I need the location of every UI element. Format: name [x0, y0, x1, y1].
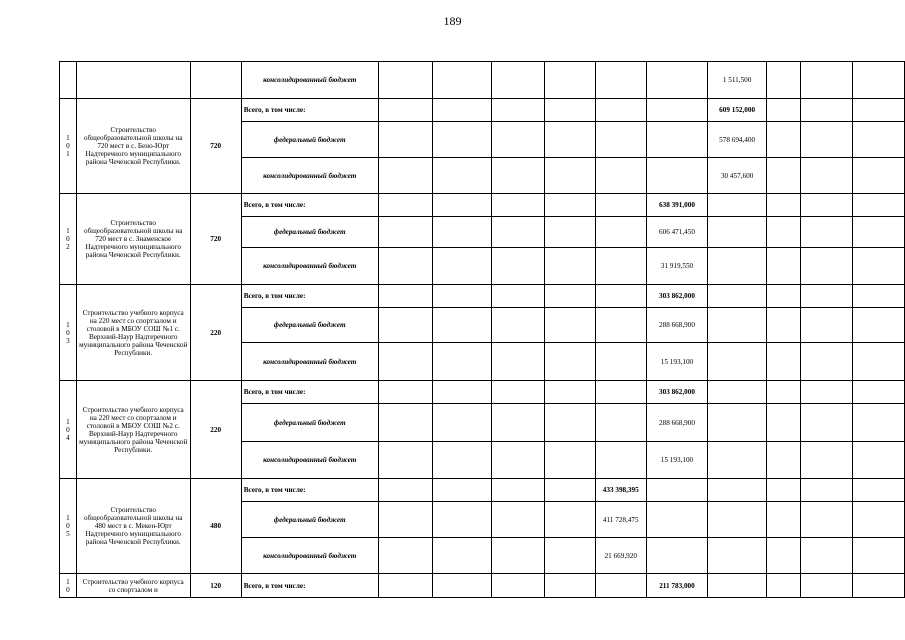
- value-cell: [708, 538, 767, 574]
- value-cell: [646, 158, 707, 194]
- row-label: Всего, в том числе:: [241, 99, 378, 122]
- table-cell: [801, 62, 853, 99]
- value-cell: [646, 122, 707, 158]
- value-cell: [708, 479, 767, 502]
- table-row: [60, 194, 905, 217]
- object-name: Строительство учебного корпуса на 220 мест со спортзалом и столовой в МБОУ СОШ №1 с. Верхний-Наур Надтеречного муниципального района Чеченской Республики.: [76, 285, 190, 381]
- value-cell: 211 783,000: [646, 574, 707, 598]
- table-cell: [432, 99, 492, 122]
- table-cell: [853, 308, 905, 343]
- table-cell: [853, 343, 905, 381]
- value-cell: 578 694,400: [708, 122, 767, 158]
- row-label: Всего, в том числе:: [241, 479, 378, 502]
- table-cell: [492, 308, 545, 343]
- page-number: 189: [443, 14, 462, 28]
- table-cell: [432, 248, 492, 285]
- table-cell: [767, 479, 801, 502]
- table-row: [60, 62, 905, 99]
- table-cell: [767, 502, 801, 538]
- table-row: [60, 479, 905, 502]
- table-cell: [853, 574, 905, 598]
- object-name: Строительство общеобразовательной школы на 720 мест в с. Бено-Юрт Надтеречного муниципального района Чеченской Республики.: [76, 99, 190, 194]
- value-cell: 303 862,000: [646, 381, 707, 404]
- table-cell: [801, 194, 853, 217]
- table-cell: [378, 308, 432, 343]
- table-cell: [432, 122, 492, 158]
- value-cell: [708, 381, 767, 404]
- value-cell: [544, 442, 595, 479]
- table-cell: [432, 62, 492, 99]
- value-cell: [595, 404, 646, 442]
- capacity-cell: 120: [190, 574, 241, 598]
- table-cell: [595, 62, 646, 99]
- value-cell: [708, 502, 767, 538]
- value-cell: [646, 538, 707, 574]
- value-cell: [595, 285, 646, 308]
- table-row: [60, 99, 905, 122]
- table-cell: [853, 248, 905, 285]
- object-name: Строительство общеобразовательной школы на 480 мест в с. Мекен-Юрт Надтеречного муниципального района Чеченской Республики.: [76, 479, 190, 574]
- table-cell: [432, 574, 492, 598]
- table-cell: [492, 381, 545, 404]
- value-cell: [544, 479, 595, 502]
- value-cell: [544, 404, 595, 442]
- table-cell: [801, 574, 853, 598]
- table-cell: [767, 194, 801, 217]
- table-cell: [492, 538, 545, 574]
- table-cell: [432, 381, 492, 404]
- value-cell: [708, 248, 767, 285]
- row-label: консолидированный бюджет: [241, 62, 378, 99]
- value-cell: [544, 343, 595, 381]
- value-cell: [708, 442, 767, 479]
- row-label: федеральный бюджет: [241, 308, 378, 343]
- table-cell: [853, 62, 905, 99]
- table-cell: [853, 381, 905, 404]
- table-cell: [767, 538, 801, 574]
- table-cell: [853, 442, 905, 479]
- table-cell: [801, 343, 853, 381]
- table-cell: [378, 217, 432, 248]
- value-cell: [646, 99, 707, 122]
- object-name: Строительство общеобразовательной школы на 720 мест в с. Знаменское Надтеречного муниципального района Чеченской Республики.: [76, 194, 190, 285]
- table-cell: [378, 62, 432, 99]
- value-cell: [544, 122, 595, 158]
- table-cell: [853, 538, 905, 574]
- table-cell: [492, 442, 545, 479]
- value-cell: 609 152,000: [708, 99, 767, 122]
- table-cell: [378, 574, 432, 598]
- table-cell: [801, 381, 853, 404]
- table-cell: [492, 404, 545, 442]
- row-label: консолидированный бюджет: [241, 343, 378, 381]
- row-label: Всего, в том числе:: [241, 285, 378, 308]
- table-cell: [492, 158, 545, 194]
- table-cell: [76, 62, 190, 99]
- table-cell: [767, 381, 801, 404]
- row-label: консолидированный бюджет: [241, 442, 378, 479]
- table-cell: [378, 442, 432, 479]
- row-label: Всего, в том числе:: [241, 194, 378, 217]
- value-cell: 638 391,000: [646, 194, 707, 217]
- value-cell: [595, 217, 646, 248]
- value-cell: [708, 308, 767, 343]
- value-cell: 303 862,000: [646, 285, 707, 308]
- value-cell: [646, 62, 707, 99]
- value-cell: [595, 122, 646, 158]
- capacity-cell: 720: [190, 99, 241, 194]
- row-label: федеральный бюджет: [241, 217, 378, 248]
- table-cell: [492, 122, 545, 158]
- row-number: 1 0 3: [60, 285, 77, 381]
- table-cell: [853, 217, 905, 248]
- value-cell: [595, 248, 646, 285]
- table-cell: [801, 502, 853, 538]
- row-number: 1 0 4: [60, 381, 77, 479]
- value-cell: [544, 538, 595, 574]
- table-cell: [378, 248, 432, 285]
- value-cell: 21 669,920: [595, 538, 646, 574]
- value-cell: [544, 381, 595, 404]
- value-cell: [595, 442, 646, 479]
- table-cell: [853, 158, 905, 194]
- value-cell: 288 668,900: [646, 308, 707, 343]
- table-cell: [708, 574, 767, 598]
- table-row: [60, 381, 905, 404]
- value-cell: [595, 308, 646, 343]
- table-cell: [767, 217, 801, 248]
- table-cell: [801, 248, 853, 285]
- table-cell: [801, 217, 853, 248]
- table-cell: [492, 574, 545, 598]
- capacity-cell: 220: [190, 285, 241, 381]
- value-cell: [544, 308, 595, 343]
- table-cell: [190, 62, 241, 99]
- table-cell: [492, 285, 545, 308]
- table-cell: [767, 122, 801, 158]
- table-cell: [492, 479, 545, 502]
- value-cell: [595, 158, 646, 194]
- row-label: федеральный бюджет: [241, 122, 378, 158]
- table-cell: [853, 194, 905, 217]
- value-cell: [595, 99, 646, 122]
- object-name: Строительство учебного корпуса на 220 мест со спортзалом и столовой в МБОУ СОШ №2 с. Верхний-Наур Надтеречного муниципального района Чеченской Республики.: [76, 381, 190, 479]
- table-cell: [767, 308, 801, 343]
- row-number: 1 0 5: [60, 479, 77, 574]
- table-cell: [492, 99, 545, 122]
- table-cell: [378, 158, 432, 194]
- table-cell: [378, 381, 432, 404]
- table-cell: [801, 99, 853, 122]
- value-cell: [595, 194, 646, 217]
- value-cell: 433 398,395: [595, 479, 646, 502]
- capacity-cell: 220: [190, 381, 241, 479]
- table-cell: [801, 442, 853, 479]
- table-cell: [767, 248, 801, 285]
- table-cell: [767, 343, 801, 381]
- table-cell: [432, 285, 492, 308]
- value-cell: 30 457,600: [708, 158, 767, 194]
- value-cell: [708, 343, 767, 381]
- table-cell: [767, 99, 801, 122]
- capacity-cell: 720: [190, 194, 241, 285]
- value-cell: [646, 502, 707, 538]
- table-row: [60, 285, 905, 308]
- value-cell: 606 471,450: [646, 217, 707, 248]
- value-cell: 288 668,900: [646, 404, 707, 442]
- table-cell: [801, 158, 853, 194]
- table-cell: [432, 194, 492, 217]
- table-cell: [492, 194, 545, 217]
- value-cell: 1 511,500: [708, 62, 767, 99]
- value-cell: [544, 248, 595, 285]
- table-cell: [801, 122, 853, 158]
- table-cell: [801, 538, 853, 574]
- table-cell: [853, 479, 905, 502]
- table-cell: [432, 404, 492, 442]
- table-cell: [853, 404, 905, 442]
- value-cell: [544, 217, 595, 248]
- row-label: консолидированный бюджет: [241, 158, 378, 194]
- table-cell: [767, 285, 801, 308]
- table-cell: [378, 122, 432, 158]
- table-cell: [432, 308, 492, 343]
- table-cell: [432, 158, 492, 194]
- table-cell: [801, 308, 853, 343]
- value-cell: [708, 194, 767, 217]
- value-cell: 15 193,100: [646, 442, 707, 479]
- table-cell: [544, 62, 595, 99]
- value-cell: [708, 217, 767, 248]
- row-number: 1 0 1: [60, 99, 77, 194]
- table-cell: [378, 343, 432, 381]
- table-cell: [492, 248, 545, 285]
- value-cell: 411 728,475: [595, 502, 646, 538]
- table-cell: [60, 62, 77, 99]
- table-cell: [767, 158, 801, 194]
- table-cell: [432, 442, 492, 479]
- value-cell: [544, 99, 595, 122]
- value-cell: [544, 285, 595, 308]
- table-row: [60, 574, 905, 598]
- table-cell: [492, 502, 545, 538]
- table-cell: [801, 285, 853, 308]
- table-cell: [544, 574, 595, 598]
- value-cell: [708, 285, 767, 308]
- row-label: федеральный бюджет: [241, 404, 378, 442]
- table-cell: [432, 479, 492, 502]
- budget-table: [59, 61, 905, 598]
- row-number: 1 0 2: [60, 194, 77, 285]
- row-number: 1 0: [60, 574, 77, 598]
- value-cell: [544, 502, 595, 538]
- row-label: федеральный бюджет: [241, 502, 378, 538]
- value-cell: [544, 158, 595, 194]
- table-cell: [432, 538, 492, 574]
- table-cell: [432, 217, 492, 248]
- value-cell: [595, 343, 646, 381]
- table-cell: [853, 99, 905, 122]
- capacity-cell: 480: [190, 479, 241, 574]
- table-cell: [492, 217, 545, 248]
- row-label: консолидированный бюджет: [241, 248, 378, 285]
- value-cell: [646, 479, 707, 502]
- value-cell: [708, 404, 767, 442]
- table-cell: [767, 62, 801, 99]
- table-cell: [432, 343, 492, 381]
- table-cell: [378, 285, 432, 308]
- table-cell: [378, 502, 432, 538]
- table-cell: [853, 502, 905, 538]
- row-label: Всего, в том числе:: [241, 574, 378, 598]
- row-label: Всего, в том числе:: [241, 381, 378, 404]
- table-cell: [378, 538, 432, 574]
- table-cell: [378, 194, 432, 217]
- table-cell: [767, 574, 801, 598]
- table-cell: [801, 404, 853, 442]
- value-cell: [595, 574, 646, 598]
- value-cell: 31 919,550: [646, 248, 707, 285]
- table-cell: [853, 285, 905, 308]
- table-cell: [767, 404, 801, 442]
- table-cell: [492, 62, 545, 99]
- value-cell: [595, 381, 646, 404]
- object-name: Строительство учебного корпуса со спортзалом и: [76, 574, 190, 598]
- table-cell: [801, 479, 853, 502]
- table-cell: [378, 99, 432, 122]
- table-cell: [492, 343, 545, 381]
- value-cell: [544, 194, 595, 217]
- row-label: консолидированный бюджет: [241, 538, 378, 574]
- table-cell: [853, 122, 905, 158]
- value-cell: 15 193,100: [646, 343, 707, 381]
- table-cell: [767, 442, 801, 479]
- table-cell: [432, 502, 492, 538]
- table-cell: [378, 404, 432, 442]
- table-cell: [378, 479, 432, 502]
